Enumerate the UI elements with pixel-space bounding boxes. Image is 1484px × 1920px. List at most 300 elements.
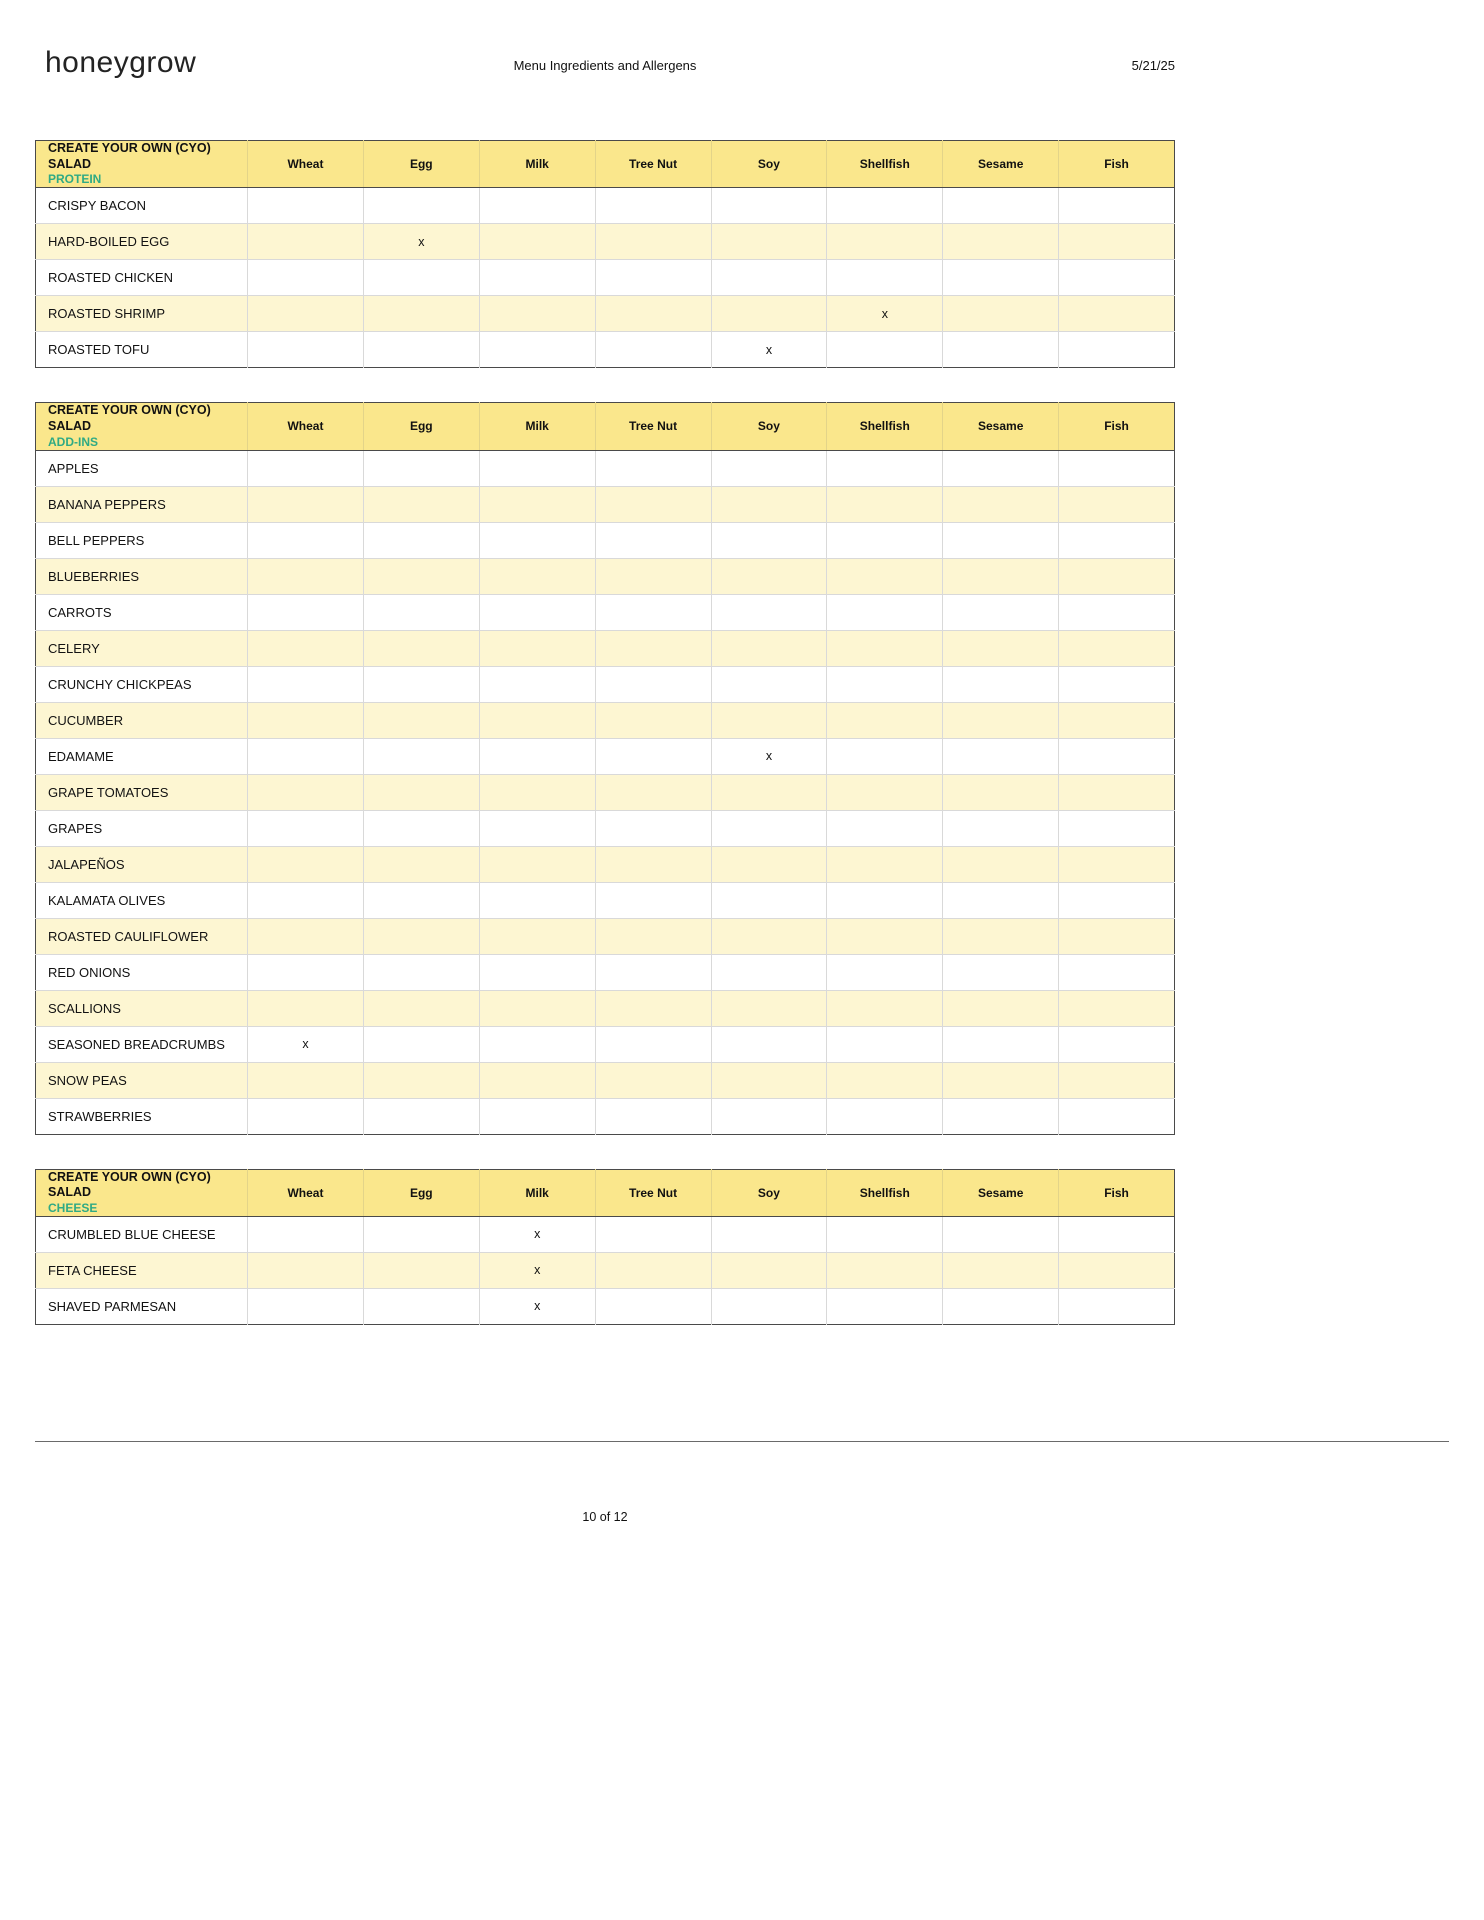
column-header-milk: Milk [479, 1169, 595, 1216]
allergen-cell-egg [363, 332, 479, 368]
item-name: EDAMAME [36, 738, 248, 774]
allergen-cell-shellfish [827, 450, 943, 486]
allergen-cell-milk [479, 774, 595, 810]
item-name: SCALLIONS [36, 990, 248, 1026]
allergen-cell-soy [711, 954, 827, 990]
table-row [36, 630, 1175, 666]
allergen-cell-sesame [943, 1252, 1059, 1288]
allergen-cell-wheat [248, 630, 364, 666]
allergen-cell-soy [711, 810, 827, 846]
allergen-cell-wheat [248, 1252, 364, 1288]
allergen-cell-egg [363, 296, 479, 332]
item-name: BELL PEPPERS [36, 522, 248, 558]
allergen-cell-sesame [943, 810, 1059, 846]
allergen-cell-wheat [248, 522, 364, 558]
allergen-cell-shellfish [827, 774, 943, 810]
allergen-cell-tree-nut [595, 1216, 711, 1252]
allergen-cell-sesame [943, 846, 1059, 882]
allergen-cell-soy [711, 882, 827, 918]
allergen-cell-shellfish [827, 882, 943, 918]
allergen-cell-tree-nut [595, 450, 711, 486]
allergen-cell-egg [363, 738, 479, 774]
item-name: JALAPEÑOS [36, 846, 248, 882]
allergen-cell-soy [711, 260, 827, 296]
table-row [36, 738, 1175, 774]
allergen-cell-fish [1059, 1216, 1175, 1252]
allergen-cell-milk [479, 486, 595, 522]
allergen-cell-fish [1059, 332, 1175, 368]
item-name: ROASTED SHRIMP [36, 296, 248, 332]
allergen-cell-sesame [943, 486, 1059, 522]
allergen-cell-tree-nut [595, 1062, 711, 1098]
allergen-cell-tree-nut [595, 1252, 711, 1288]
allergen-table-protein [35, 140, 1175, 368]
allergen-cell-sesame [943, 1062, 1059, 1098]
allergen-cell-soy [711, 630, 827, 666]
table-row [36, 450, 1175, 486]
allergen-table-cheese [35, 1169, 1175, 1325]
allergen-cell-soy [711, 1252, 827, 1288]
allergen-cell-wheat [248, 990, 364, 1026]
table-row [36, 918, 1175, 954]
allergen-cell-shellfish [827, 702, 943, 738]
allergen-cell-egg [363, 1026, 479, 1062]
allergen-cell-shellfish [827, 1026, 943, 1062]
allergen-cell-sesame [943, 918, 1059, 954]
allergen-cell-shellfish [827, 486, 943, 522]
column-header-tree-nut: Tree Nut [595, 1169, 711, 1216]
allergen-cell-milk [479, 224, 595, 260]
allergen-cell-wheat [248, 1062, 364, 1098]
header-row [36, 1169, 1175, 1216]
item-name: SEASONED BREADCRUMBS [36, 1026, 248, 1062]
allergen-cell-milk [479, 846, 595, 882]
allergen-cell-shellfish [827, 666, 943, 702]
allergen-cell-milk [479, 522, 595, 558]
item-name: RED ONIONS [36, 954, 248, 990]
allergen-cell-milk [479, 260, 595, 296]
allergen-cell-shellfish [827, 810, 943, 846]
table-subtitle: PROTEIN [48, 172, 102, 187]
allergen-cell-wheat [248, 1288, 364, 1324]
item-name: GRAPE TOMATOES [36, 774, 248, 810]
allergen-cell-egg [363, 918, 479, 954]
allergen-cell-egg [363, 450, 479, 486]
item-name: CELERY [36, 630, 248, 666]
column-header-egg: Egg [363, 1169, 479, 1216]
table-row [36, 1216, 1175, 1252]
allergen-cell-soy [711, 188, 827, 224]
table-row [36, 1288, 1175, 1324]
table-row [36, 224, 1175, 260]
allergen-cell-soy [711, 486, 827, 522]
allergen-cell-egg [363, 630, 479, 666]
allergen-cell-tree-nut [595, 1026, 711, 1062]
allergen-cell-fish [1059, 558, 1175, 594]
allergen-cell-egg [363, 882, 479, 918]
allergen-cell-tree-nut [595, 260, 711, 296]
item-name: ROASTED CAULIFLOWER [36, 918, 248, 954]
allergen-cell-shellfish [827, 954, 943, 990]
column-header-fish: Fish [1059, 141, 1175, 188]
allergen-cell-shellfish [827, 1062, 943, 1098]
allergen-cell-milk [479, 738, 595, 774]
allergen-cell-fish [1059, 990, 1175, 1026]
allergen-cell-egg [363, 594, 479, 630]
allergen-cell-tree-nut [595, 990, 711, 1026]
table-row [36, 774, 1175, 810]
table-row [36, 1062, 1175, 1098]
item-name: CARROTS [36, 594, 248, 630]
allergen-cell-egg [363, 260, 479, 296]
allergen-cell-sesame [943, 774, 1059, 810]
allergen-table-add-ins [35, 402, 1175, 1134]
table-title-cell [36, 141, 248, 188]
table-title: CREATE YOUR OWN (CYO) SALAD [48, 141, 211, 171]
item-name: CUCUMBER [36, 702, 248, 738]
allergen-cell-wheat [248, 666, 364, 702]
allergen-cell-tree-nut [595, 882, 711, 918]
column-header-tree-nut: Tree Nut [595, 403, 711, 450]
table-row [36, 1098, 1175, 1134]
column-header-wheat: Wheat [248, 141, 364, 188]
allergen-cell-tree-nut [595, 1288, 711, 1324]
allergen-cell-tree-nut [595, 522, 711, 558]
allergen-cell-tree-nut [595, 486, 711, 522]
column-header-tree-nut: Tree Nut [595, 141, 711, 188]
allergen-cell-milk [479, 1026, 595, 1062]
allergen-cell-tree-nut [595, 810, 711, 846]
allergen-cell-milk: x [479, 1288, 595, 1324]
column-header-soy: Soy [711, 1169, 827, 1216]
allergen-cell-milk [479, 702, 595, 738]
allergen-cell-wheat [248, 332, 364, 368]
allergen-cell-sesame [943, 702, 1059, 738]
allergen-cell-fish [1059, 954, 1175, 990]
allergen-cell-soy [711, 1062, 827, 1098]
allergen-cell-wheat [248, 296, 364, 332]
allergen-cell-milk [479, 630, 595, 666]
allergen-cell-milk [479, 1062, 595, 1098]
allergen-cell-tree-nut [595, 296, 711, 332]
allergen-cell-wheat [248, 188, 364, 224]
allergen-cell-shellfish: x [827, 296, 943, 332]
allergen-cell-sesame [943, 882, 1059, 918]
allergen-cell-sesame [943, 558, 1059, 594]
allergen-cell-soy [711, 558, 827, 594]
allergen-cell-milk [479, 918, 595, 954]
allergen-cell-shellfish [827, 630, 943, 666]
item-name: STRAWBERRIES [36, 1098, 248, 1134]
allergen-cell-wheat [248, 702, 364, 738]
allergen-cell-milk [479, 666, 595, 702]
allergen-cell-tree-nut [595, 594, 711, 630]
allergen-cell-fish [1059, 882, 1175, 918]
table-row [36, 188, 1175, 224]
allergen-cell-sesame [943, 954, 1059, 990]
item-name: GRAPES [36, 810, 248, 846]
allergen-cell-fish [1059, 188, 1175, 224]
allergen-cell-wheat [248, 738, 364, 774]
allergen-cell-tree-nut [595, 846, 711, 882]
allergen-cell-sesame [943, 990, 1059, 1026]
allergen-cell-shellfish [827, 522, 943, 558]
honeygrow-logo: honeygrow [45, 46, 197, 79]
allergen-cell-tree-nut [595, 954, 711, 990]
item-name: SHAVED PARMESAN [36, 1288, 248, 1324]
allergen-cell-fish [1059, 296, 1175, 332]
allergen-cell-sesame [943, 188, 1059, 224]
table-row [36, 1252, 1175, 1288]
allergen-cell-egg [363, 954, 479, 990]
table-row [36, 332, 1175, 368]
item-name: FETA CHEESE [36, 1252, 248, 1288]
allergen-cell-fish [1059, 1026, 1175, 1062]
allergen-cell-milk [479, 296, 595, 332]
item-name: CRUMBLED BLUE CHEESE [48, 1226, 216, 1242]
allergen-cell-shellfish [827, 1288, 943, 1324]
allergen-cell-shellfish [827, 224, 943, 260]
allergen-cell-shellfish [827, 188, 943, 224]
allergen-cell-egg [363, 558, 479, 594]
allergen-cell-wheat [248, 810, 364, 846]
allergen-cell-sesame [943, 1026, 1059, 1062]
column-header-soy: Soy [711, 403, 827, 450]
allergen-cell-tree-nut [595, 918, 711, 954]
allergen-cell-shellfish [827, 846, 943, 882]
table-title-cell [36, 403, 248, 450]
allergen-cell-soy [711, 702, 827, 738]
allergen-cell-egg [363, 522, 479, 558]
table-row [36, 486, 1175, 522]
allergen-cell-fish [1059, 1288, 1175, 1324]
allergen-cell-egg [363, 774, 479, 810]
allergen-cell-tree-nut [595, 630, 711, 666]
table-row [36, 666, 1175, 702]
allergen-cell-fish [1059, 666, 1175, 702]
allergen-cell-egg: x [363, 224, 479, 260]
column-header-wheat: Wheat [248, 403, 364, 450]
allergen-tables-container [35, 140, 1175, 1359]
table-row [36, 702, 1175, 738]
allergen-cell-sesame [943, 1216, 1059, 1252]
allergen-cell-fish [1059, 630, 1175, 666]
allergen-cell-soy [711, 846, 827, 882]
table-row [36, 882, 1175, 918]
allergen-cell-shellfish [827, 990, 943, 1026]
allergen-cell-shellfish [827, 1216, 943, 1252]
allergen-cell-wheat [248, 1098, 364, 1134]
allergen-cell-wheat [248, 954, 364, 990]
table-row [36, 810, 1175, 846]
allergen-cell-soy [711, 594, 827, 630]
allergen-cell-tree-nut [595, 332, 711, 368]
allergen-cell-sesame [943, 666, 1059, 702]
allergen-cell-wheat [248, 882, 364, 918]
allergen-cell-sesame [943, 594, 1059, 630]
allergen-cell-soy [711, 296, 827, 332]
allergen-cell-fish [1059, 846, 1175, 882]
allergen-cell-sesame [943, 1098, 1059, 1134]
allergen-cell-fish [1059, 450, 1175, 486]
allergen-cell-soy [711, 522, 827, 558]
allergen-cell-milk [479, 954, 595, 990]
allergen-cell-fish [1059, 774, 1175, 810]
item-name: BLUEBERRIES [36, 558, 248, 594]
column-header-milk: Milk [479, 141, 595, 188]
table-subtitle: CHEESE [48, 1200, 98, 1215]
allergen-cell-egg [363, 1288, 479, 1324]
allergen-cell-milk: x [479, 1252, 595, 1288]
column-header-wheat: Wheat [248, 1169, 364, 1216]
allergen-cell-fish [1059, 702, 1175, 738]
footer-divider [35, 1441, 1449, 1442]
allergen-cell-soy [711, 774, 827, 810]
allergen-cell-milk [479, 450, 595, 486]
column-header-egg: Egg [363, 403, 479, 450]
allergen-cell-soy [711, 1288, 827, 1324]
table-row [36, 558, 1175, 594]
table-title: CREATE YOUR OWN (CYO) SALAD [48, 403, 211, 433]
allergen-cell-milk [479, 188, 595, 224]
allergen-cell-tree-nut [595, 1098, 711, 1134]
document-title: Menu Ingredients and Allergens [513, 58, 697, 73]
allergen-cell-egg [363, 846, 479, 882]
allergen-cell-egg [363, 486, 479, 522]
allergen-cell-fish [1059, 260, 1175, 296]
table-title-cell [36, 1169, 248, 1216]
allergen-cell-egg [363, 666, 479, 702]
allergen-cell-shellfish [827, 738, 943, 774]
allergen-cell-wheat [248, 846, 364, 882]
allergen-cell-milk [479, 1098, 595, 1134]
allergen-cell-fish [1059, 810, 1175, 846]
allergen-cell-sesame [943, 450, 1059, 486]
allergen-cell-egg [363, 702, 479, 738]
item-name: SNOW PEAS [36, 1062, 248, 1098]
allergen-cell-soy [711, 1216, 827, 1252]
allergen-cell-egg [363, 1252, 479, 1288]
document-date: 5/21/25 [1131, 58, 1175, 73]
allergen-cell-sesame [943, 224, 1059, 260]
allergen-cell-wheat [248, 918, 364, 954]
allergen-cell-fish [1059, 918, 1175, 954]
item-name: APPLES [48, 460, 99, 476]
column-header-soy: Soy [711, 141, 827, 188]
allergen-cell-shellfish [827, 1098, 943, 1134]
item-name: KALAMATA OLIVES [36, 882, 248, 918]
item-name: CRISPY BACON [48, 198, 147, 214]
column-header-fish: Fish [1059, 403, 1175, 450]
column-header-egg: Egg [363, 141, 479, 188]
item-name: CRUNCHY CHICKPEAS [36, 666, 248, 702]
table-row [36, 594, 1175, 630]
page-header [35, 44, 1175, 92]
header-row [36, 403, 1175, 450]
header-row [36, 141, 1175, 188]
allergen-cell-egg [363, 1098, 479, 1134]
allergen-cell-shellfish [827, 1252, 943, 1288]
allergen-cell-sesame [943, 522, 1059, 558]
allergen-cell-shellfish [827, 594, 943, 630]
column-header-sesame: Sesame [943, 403, 1059, 450]
table-row [36, 954, 1175, 990]
allergen-cell-wheat [248, 1216, 364, 1252]
table-title: CREATE YOUR OWN (CYO) SALAD [48, 1169, 211, 1200]
allergen-cell-milk [479, 558, 595, 594]
allergen-cell-milk [479, 332, 595, 368]
item-name: ROASTED CHICKEN [36, 260, 248, 296]
allergen-cell-tree-nut [595, 738, 711, 774]
allergen-cell-wheat: x [248, 1026, 364, 1062]
allergen-cell-soy [711, 918, 827, 954]
allergen-cell-soy [711, 666, 827, 702]
column-header-sesame: Sesame [943, 141, 1059, 188]
allergen-cell-milk [479, 810, 595, 846]
table-row [36, 260, 1175, 296]
allergen-cell-fish [1059, 738, 1175, 774]
allergen-cell-fish [1059, 522, 1175, 558]
allergen-cell-fish [1059, 1252, 1175, 1288]
allergen-cell-fish [1059, 1098, 1175, 1134]
allergen-cell-sesame [943, 1288, 1059, 1324]
table-row [36, 1026, 1175, 1062]
allergen-cell-soy [711, 1026, 827, 1062]
allergen-cell-wheat [248, 594, 364, 630]
allergen-cell-fish [1059, 594, 1175, 630]
allergen-cell-tree-nut [595, 224, 711, 260]
allergen-cell-fish [1059, 486, 1175, 522]
allergen-cell-soy [711, 1098, 827, 1134]
table-subtitle: ADD-INS [48, 434, 98, 449]
allergen-cell-milk [479, 990, 595, 1026]
allergen-cell-egg [363, 1216, 479, 1252]
allergen-cell-wheat [248, 558, 364, 594]
column-header-milk: Milk [479, 403, 595, 450]
allergen-cell-soy: x [711, 332, 827, 368]
allergen-cell-fish [1059, 1062, 1175, 1098]
allergen-cell-sesame [943, 630, 1059, 666]
allergen-cell-tree-nut [595, 702, 711, 738]
item-name: BANANA PEPPERS [36, 486, 248, 522]
allergen-cell-egg [363, 1062, 479, 1098]
column-header-shellfish: Shellfish [827, 403, 943, 450]
column-header-sesame: Sesame [943, 1169, 1059, 1216]
allergen-cell-tree-nut [595, 774, 711, 810]
allergen-cell-milk: x [479, 1216, 595, 1252]
column-header-shellfish: Shellfish [827, 1169, 943, 1216]
column-header-shellfish: Shellfish [827, 141, 943, 188]
table-row [36, 296, 1175, 332]
allergen-cell-sesame [943, 296, 1059, 332]
allergen-cell-shellfish [827, 558, 943, 594]
page-number: 10 of 12 [582, 1510, 628, 1524]
allergen-cell-sesame [943, 738, 1059, 774]
item-name: HARD-BOILED EGG [36, 224, 248, 260]
allergen-cell-tree-nut [595, 188, 711, 224]
table-row [36, 522, 1175, 558]
item-name: ROASTED TOFU [36, 332, 248, 368]
allergen-cell-wheat [248, 260, 364, 296]
allergen-cell-egg [363, 990, 479, 1026]
allergen-cell-egg [363, 810, 479, 846]
allergen-cell-wheat [248, 486, 364, 522]
allergen-cell-wheat [248, 450, 364, 486]
allergen-cell-soy [711, 224, 827, 260]
allergen-cell-milk [479, 594, 595, 630]
allergen-cell-milk [479, 882, 595, 918]
allergen-cell-sesame [943, 332, 1059, 368]
